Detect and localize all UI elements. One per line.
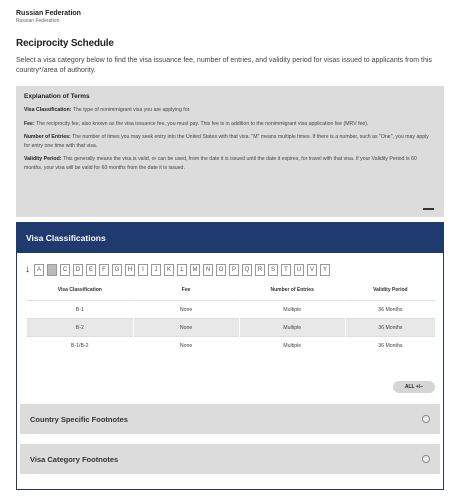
table-cell: Multiple — [239, 319, 345, 337]
letter-button-a[interactable]: A — [34, 264, 44, 276]
visa-table — [27, 283, 435, 355]
table-cell: 36 Months — [345, 301, 435, 319]
term-visa-classification — [24, 106, 436, 115]
category-footnotes-accordion[interactable] — [20, 444, 440, 474]
table-header-row — [27, 283, 435, 301]
table-cell: B-1 — [27, 301, 133, 319]
accordion-label: Country Specific Footnotes — [30, 414, 128, 424]
explanation-of-terms — [16, 86, 444, 217]
table-cell: Multiple — [239, 301, 345, 319]
letter-button-e[interactable]: E — [86, 264, 96, 276]
table-cell: None — [133, 337, 239, 355]
term-fee — [24, 120, 436, 129]
table-cell: B-2 — [27, 319, 133, 337]
term-text: The type of nonimmigrant visa you are applying for. — [71, 107, 191, 113]
letter-button-j[interactable]: J — [151, 264, 161, 276]
column-header: Number of Entries — [239, 283, 345, 301]
letter-button-k[interactable]: K — [164, 264, 174, 276]
table-cell: 36 Months — [345, 337, 435, 355]
letter-button-p[interactable]: P — [229, 264, 239, 276]
term-number-of-entries — [24, 133, 436, 150]
minus-icon[interactable] — [423, 208, 434, 211]
letter-button-s[interactable]: S — [268, 264, 278, 276]
circle-icon — [422, 415, 430, 423]
letter-button-d[interactable]: D — [73, 264, 83, 276]
column-header: Visa Classification — [57, 287, 102, 293]
letter-button-l[interactable]: L — [177, 264, 187, 276]
table-row — [27, 301, 435, 319]
letter-button-y[interactable]: Y — [320, 264, 330, 276]
intro-text: Select a visa category below to find the visa issuance fee, number of entries, and validity period for visas issued to applicants from this country*/area of authority. — [16, 57, 432, 74]
letter-button-r[interactable]: R — [255, 264, 265, 276]
terms-heading: Explanation of Terms — [24, 93, 90, 100]
country-title: Russian Federation — [16, 10, 81, 17]
letter-button-i[interactable]: I — [138, 264, 148, 276]
letter-button-m[interactable]: M — [190, 264, 200, 276]
letter-button-b[interactable]: B — [47, 264, 57, 276]
letter-button-u[interactable]: U — [294, 264, 304, 276]
letter-filter — [25, 263, 333, 277]
table-cell: B-1/B-2 — [27, 337, 133, 355]
letter-button-g[interactable]: G — [112, 264, 122, 276]
country-subtitle: Russian Federation — [16, 18, 60, 24]
letter-button-n[interactable]: N — [203, 264, 213, 276]
letter-button-f[interactable]: F — [99, 264, 109, 276]
page-title: Reciprocity Schedule — [16, 38, 114, 49]
column-header: Fee — [133, 283, 239, 301]
letter-button-h[interactable]: H — [125, 264, 135, 276]
country-footnotes-accordion[interactable] — [20, 404, 440, 434]
letter-button-q[interactable]: Q — [242, 264, 252, 276]
accordion-label: Visa Category Footnotes — [30, 454, 119, 464]
letter-button-o[interactable]: O — [216, 264, 226, 276]
term-text: The number of times you may seek entry into the United States with that visa. "M" means multiple times. If there is a number, such as "One", you may apply for entry one time with that visa. — [24, 134, 429, 149]
letter-button-t[interactable]: T — [281, 264, 291, 276]
table-cell: 36 Months — [345, 319, 435, 337]
term-label: Fee: — [24, 120, 35, 127]
term-text: The reciprocity fee, also known as the visa issuance fee, you must pay. This fee is in addition to the nonimmigrant visa application fee (MRV fee). — [34, 120, 369, 127]
column-header: Validity Period — [345, 283, 435, 301]
term-label: Validity Period: — [24, 156, 62, 162]
visa-classifications-panel — [16, 222, 444, 490]
term-label: Number of Entries: — [24, 134, 71, 140]
arrow-down-icon: ↓ — [25, 264, 30, 275]
table-cell: None — [133, 301, 239, 319]
letter-button-c[interactable]: C — [60, 264, 70, 276]
circle-icon — [422, 455, 430, 463]
table-row — [27, 337, 435, 355]
term-validity-period — [24, 155, 436, 172]
table-cell: None — [133, 319, 239, 337]
table-row — [27, 319, 435, 337]
letter-button-v[interactable]: V — [307, 264, 317, 276]
table-cell: Multiple — [239, 337, 345, 355]
term-text: This generally means the visa is valid, or can be used, from the date it is issued until the date it expires, for travel with that visa. If your Validity Period is 60 months, your visa will be valid for 60 months from the date it is issued. — [24, 156, 417, 171]
expand-all-button[interactable]: ALL +/− — [393, 381, 435, 393]
term-label: Visa Classification: — [24, 107, 72, 113]
visa-classifications-header: Visa Classifications — [17, 223, 443, 253]
